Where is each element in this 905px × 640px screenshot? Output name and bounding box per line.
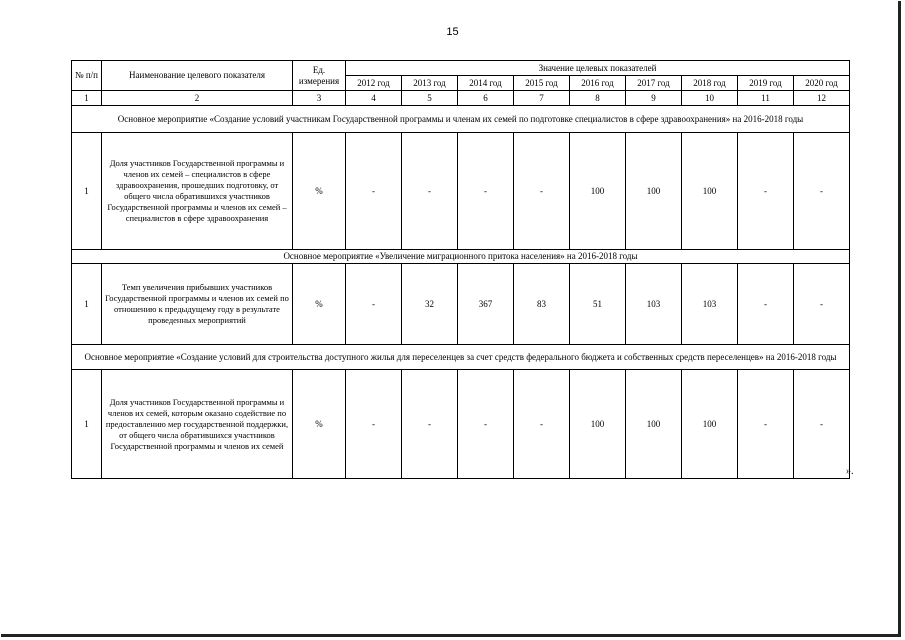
table-row <box>72 264 850 345</box>
header-num: № п/п <box>72 61 102 91</box>
closing-quote: ». <box>846 466 854 477</box>
row-value: - <box>738 264 794 345</box>
row-value: - <box>794 133 850 250</box>
column-number: 1 <box>72 91 102 106</box>
section-row <box>72 250 850 264</box>
section-title: Основное мероприятие «Создание условий для строительства доступного жилья для переселенцев за счет средств федерального бюджета и собственных средств переселенцев» на 2016-2018 годы <box>72 345 850 370</box>
row-value: 103 <box>626 264 682 345</box>
row-value: 367 <box>458 264 514 345</box>
row-value: - <box>514 133 570 250</box>
row-value: 83 <box>514 264 570 345</box>
row-name: Темп увеличения прибывших участников Государственной программы и членов их семей по отношению к предыдущему году в результате проведенных мероприятий <box>102 264 293 345</box>
row-value: - <box>402 133 458 250</box>
header-year: 2019 год <box>738 76 794 91</box>
row-value: - <box>346 264 402 345</box>
row-value: - <box>402 370 458 479</box>
header-year: 2017 год <box>626 76 682 91</box>
column-number: 5 <box>402 91 458 106</box>
row-value: - <box>738 133 794 250</box>
column-number: 9 <box>626 91 682 106</box>
row-value: - <box>738 370 794 479</box>
row-value: 100 <box>682 133 738 250</box>
row-value: - <box>346 370 402 479</box>
row-name: Доля участников Государственной программы и членов их семей, которым оказано содействие по предоставлению мер государственной поддержки, от общего числа обратившихся участников Государственной программы и членов их семей <box>102 370 293 479</box>
column-number: 12 <box>794 91 850 106</box>
row-name: Доля участников Государственной программы и членов их семей – специалистов в сфере здравоохранения, прошедших подготовку, от общего числа обратившихся участников Государственной программы и членов их семей – специалистов в сфере здравоохранения <box>102 133 293 250</box>
header-unit: Ед. измерения <box>293 61 346 91</box>
section-title: Основное мероприятие «Увеличение миграционного притока населения» на 2016-2018 годы <box>72 250 850 264</box>
table-row <box>72 133 850 250</box>
header-year: 2013 год <box>402 76 458 91</box>
row-value: 100 <box>570 370 626 479</box>
column-number: 8 <box>570 91 626 106</box>
row-unit: % <box>293 133 346 250</box>
section-row <box>72 106 850 133</box>
column-number: 6 <box>458 91 514 106</box>
row-value: 100 <box>570 133 626 250</box>
indicators-table <box>71 60 850 479</box>
section-row <box>72 345 850 370</box>
row-value: 32 <box>402 264 458 345</box>
column-number: 7 <box>514 91 570 106</box>
column-number: 2 <box>102 91 293 106</box>
row-value: - <box>346 133 402 250</box>
row-value: 103 <box>682 264 738 345</box>
row-num: 1 <box>72 264 102 345</box>
header-year: 2012 год <box>346 76 402 91</box>
header-year: 2018 год <box>682 76 738 91</box>
row-unit: % <box>293 370 346 479</box>
row-value: - <box>794 370 850 479</box>
row-value: 51 <box>570 264 626 345</box>
row-value: - <box>794 264 850 345</box>
header-values-group: Значение целевых показателей <box>346 61 850 76</box>
row-value: - <box>458 370 514 479</box>
row-unit: % <box>293 264 346 345</box>
row-value: 100 <box>626 370 682 479</box>
row-value: 100 <box>682 370 738 479</box>
row-num: 1 <box>72 133 102 250</box>
header-year: 2020 год <box>794 76 850 91</box>
table-row <box>72 370 850 479</box>
column-number: 3 <box>293 91 346 106</box>
row-num: 1 <box>72 370 102 479</box>
column-number: 10 <box>682 91 738 106</box>
column-number: 11 <box>738 91 794 106</box>
header-row-1 <box>72 61 850 76</box>
column-number: 4 <box>346 91 402 106</box>
header-year: 2016 год <box>570 76 626 91</box>
row-value: - <box>514 370 570 479</box>
page-number: 15 <box>446 26 459 38</box>
column-number-row <box>72 91 850 106</box>
header-year: 2014 год <box>458 76 514 91</box>
row-value: 100 <box>626 133 682 250</box>
header-year: 2015 год <box>514 76 570 91</box>
section-title: Основное мероприятие «Создание условий участникам Государственной программы и членам их семей по подготовке специалистов в сфере здравоохранения» на 2016-2018 годы <box>72 106 850 133</box>
row-value: - <box>458 133 514 250</box>
header-name: Наименование целевого показателя <box>102 61 293 91</box>
